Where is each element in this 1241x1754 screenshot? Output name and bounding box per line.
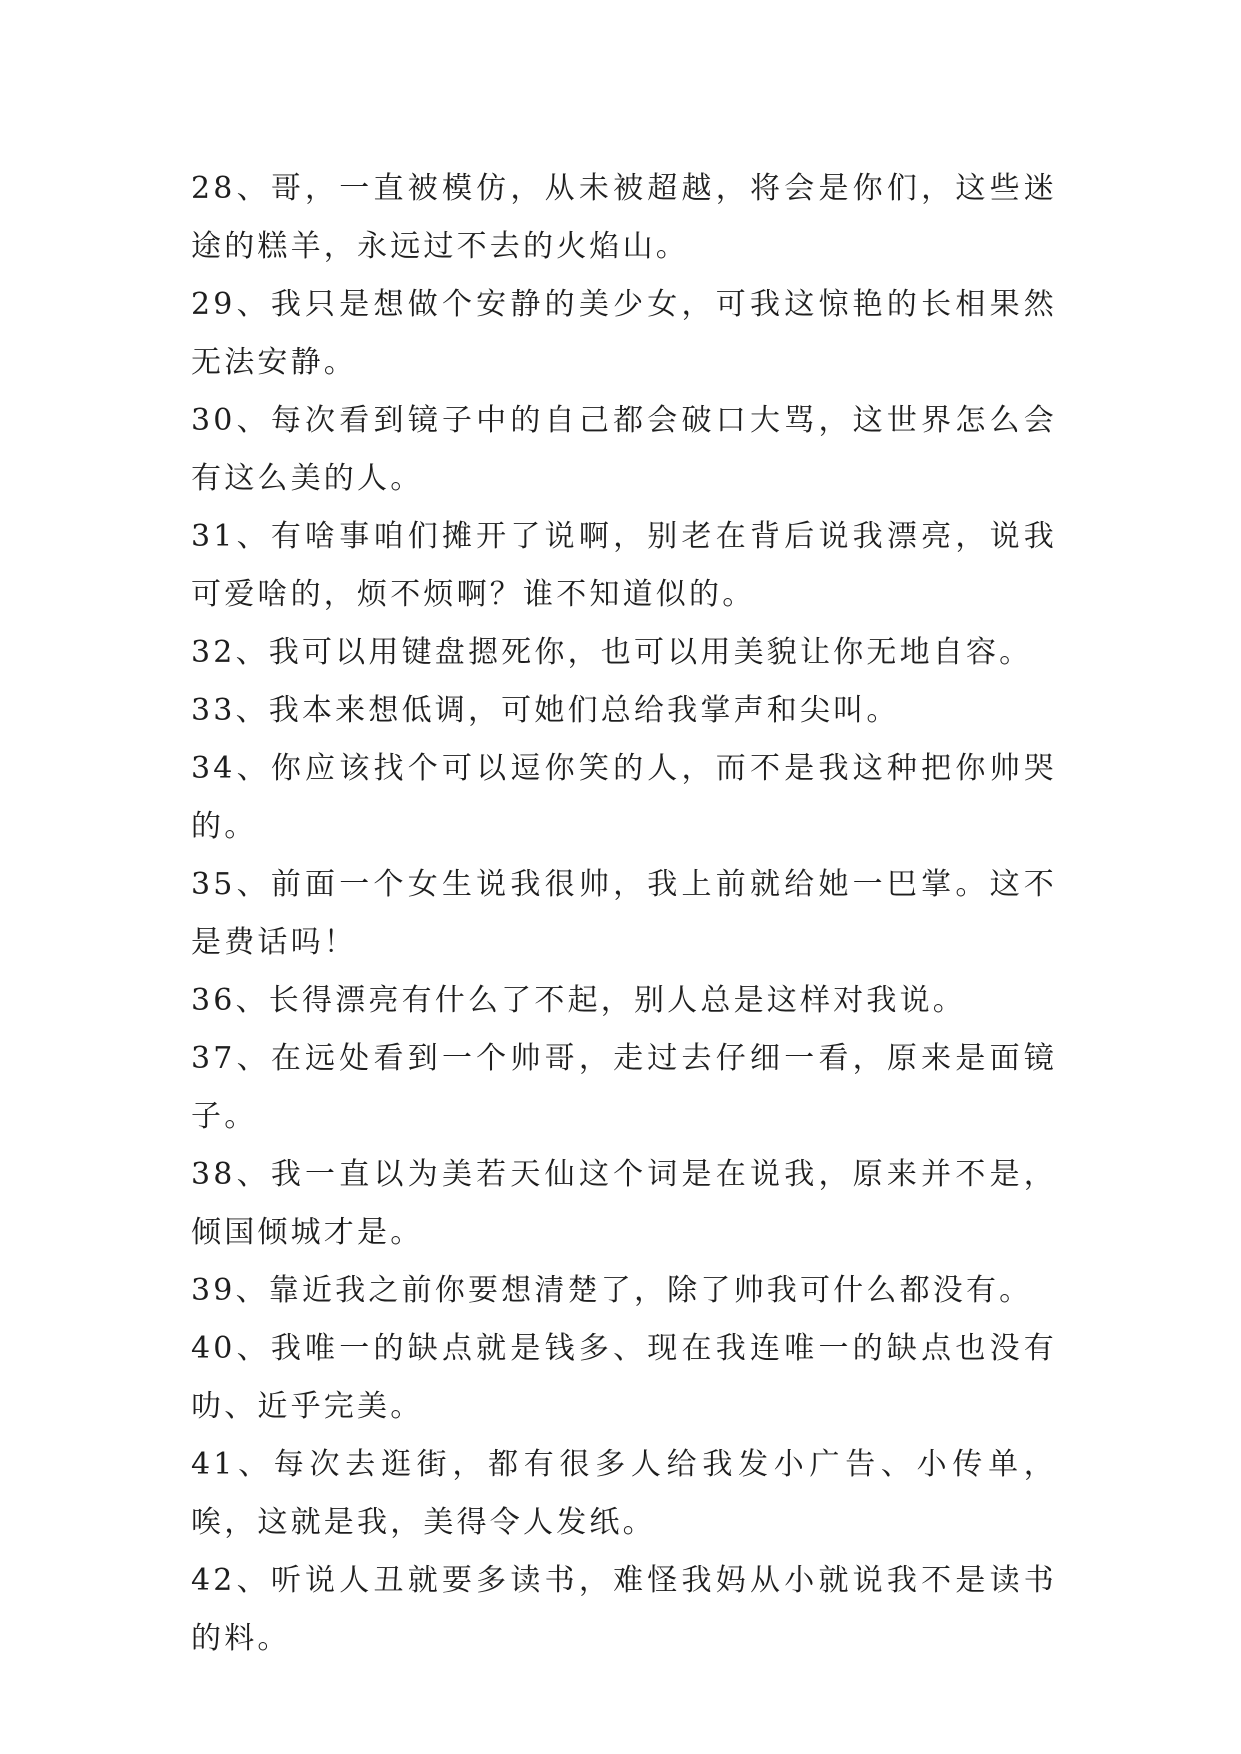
list-item-32: 32、我可以用键盘摁死你，也可以用美貌让你无地自容。 (191, 635, 1033, 670)
list-item-38: 38、我一直以为美若天仙这个词是在说我，原来并不是，倾国倾城才是。 (191, 1157, 1057, 1250)
list-item-35: 35、前面一个女生说我很帅，我上前就给她一巴掌。这不是费话吗！ (191, 867, 1057, 960)
list-item-40: 40、我唯一的缺点就是钱多、现在我连唯一的缺点也没有叻、近乎完美。 (191, 1331, 1057, 1424)
list-item-39: 39、靠近我之前你要想清楚了，除了帅我可什么都没有。 (191, 1273, 1033, 1308)
list-item-28: 28、哥，一直被模仿，从未被超越，将会是你们，这些迷途的糕羊，永远过不去的火焰山。 (191, 171, 1057, 264)
list-item-29: 29、我只是想做个安静的美少女，可我这惊艳的长相果然无法安静。 (191, 287, 1057, 380)
list-item-37: 37、在远处看到一个帅哥，走过去仔细一看，原来是面镜子。 (191, 1041, 1057, 1134)
list-item-42: 42、听说人丑就要多读书，难怪我妈从小就说我不是读书的料。 (191, 1563, 1057, 1656)
list-item-31: 31、有啥事咱们摊开了说啊，别老在背后说我漂亮，说我可爱啥的，烦不烦啊？谁不知道似的。 (191, 519, 1057, 612)
list-item-41: 41、每次去逛街，都有很多人给我发小广告、小传单，唉，这就是我，美得令人发纸。 (191, 1447, 1057, 1540)
document-body (191, 160, 1057, 1668)
list-item-33: 33、我本来想低调，可她们总给我掌声和尖叫。 (191, 693, 900, 728)
list-item-30: 30、每次看到镜子中的自己都会破口大骂，这世界怎么会有这么美的人。 (191, 403, 1057, 496)
list-item-36: 36、长得漂亮有什么了不起，别人总是这样对我说。 (191, 983, 966, 1018)
list-item-34: 34、你应该找个可以逗你笑的人，而不是我这种把你帅哭的。 (191, 751, 1057, 844)
